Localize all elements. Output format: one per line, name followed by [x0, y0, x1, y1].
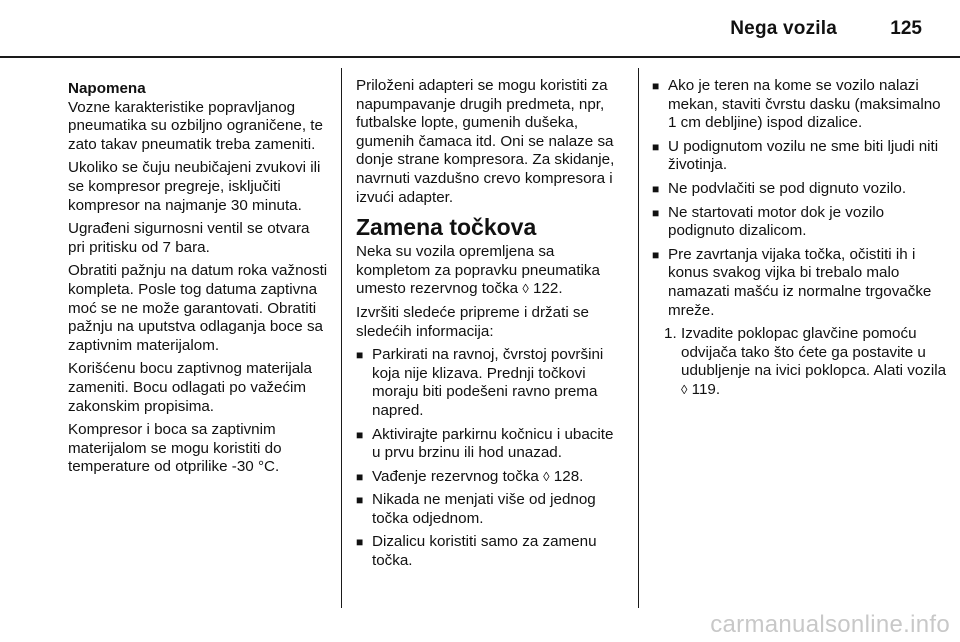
list-item-text: Ako je teren na kome se vozilo nalazi mekan, staviti čvrstu dasku (maksimalno 1 cm debljine) ispod dizalice. [668, 77, 941, 132]
column-right [652, 77, 948, 405]
list-item [652, 246, 948, 320]
paragraph [356, 243, 622, 299]
column-divider [638, 68, 639, 608]
list-item [652, 77, 948, 133]
list-item-text: Nikada ne menjati više od jednog točka odjednom. [372, 491, 596, 527]
list-item-text: Parkirati na ravnoj, čvrstoj površini koja nije klizava. Prednji točkovi moraju biti podešeni ravno prema napred. [372, 346, 604, 419]
paragraph: Priloženi adapteri se mogu koristiti za napumpavanje drugih predmeta, npr, futbalske lopte, gumenih dušeka, gumenih čamaca itd. Oni se nalaze sa donje strane kompresora. Za skidanje, navrnuti vazdušno crevo kompresora i izvući adapter. [356, 77, 615, 206]
page-reference-link[interactable]: 128. [553, 467, 584, 485]
list-item-text: Vađenje rezervnog točka [372, 467, 539, 485]
paragraph: Ukoliko se čuju neubičajeni zvukovi ili se kompresor pregreje, isključiti kompresor na najmanje 30 minuta. [68, 159, 321, 214]
list-item [652, 204, 948, 241]
paragraph: Kompresor i boca sa zaptivnim materijalom se mogu koristiti do temperature od otprilike -30 °C. [68, 421, 282, 476]
note-title: Napomena [68, 80, 146, 97]
cross-reference-icon: ◊ [543, 468, 550, 484]
bullet-icon: ■ [356, 348, 364, 363]
list-item [356, 491, 622, 528]
section-heading: Zamena točkova [356, 214, 537, 241]
bullet-list [652, 77, 948, 320]
list-item-text: Ne podvlačiti se pod dignuto vozilo. [668, 179, 907, 197]
cross-reference-icon: ◊ [522, 281, 529, 297]
list-item [652, 180, 948, 199]
page-number: 125 [890, 18, 922, 39]
paragraph: Izvršiti sledeće pripreme i držati se sledećih informacija: [356, 303, 589, 340]
list-item [356, 426, 622, 463]
bullet-icon: ■ [356, 535, 364, 550]
column-middle [356, 77, 622, 576]
list-item-text: Dizalicu koristiti samo za zamenu točka. [372, 533, 597, 570]
column-left [68, 80, 330, 482]
paragraph: Ugrađeni sigurnosni ventil se otvara pri pritisku od 7 bara. [68, 220, 310, 256]
list-item-text: Aktivirajte parkirnu kočnicu i ubacite u prvu brzinu ili hod unazad. [372, 425, 614, 462]
list-item [356, 533, 622, 570]
numbered-step [652, 325, 948, 399]
bullet-icon: ■ [356, 493, 364, 508]
watermark: carmanualsonline.info [710, 611, 950, 638]
step-number: 1. [664, 325, 677, 343]
list-item-text: U podignutom vozilu ne sme biti ljudi niti životinja. [668, 137, 939, 174]
list-item-text: Ne startovati motor dok je vozilo podignuto dizalicom. [668, 203, 885, 240]
bullet-icon: ■ [652, 79, 660, 93]
page-reference-link[interactable]: 122. [533, 280, 563, 298]
list-item [356, 346, 622, 420]
column-divider [341, 68, 342, 608]
list-item-text: Pre zavrtanja vijaka točka, očistiti ih i konus svakog vijka bi trebalo malo namazati mašću iz normalne trgovačke mreže. [668, 245, 932, 319]
paragraph: Korišćenu bocu zaptivnog materijala zameniti. Bocu odlagati po važećim zakonskim propisima. [68, 360, 312, 415]
paragraph-text: Neka su vozila opremljena sa kompletom za popravku pneumatika umesto rezervnog točka [356, 243, 600, 298]
page-reference-link[interactable]: 119. [691, 380, 721, 398]
page-header [0, 0, 960, 58]
cross-reference-icon: ◊ [681, 381, 688, 397]
section-title: Nega vozila [730, 18, 837, 39]
list-item [356, 468, 622, 487]
bullet-icon: ■ [356, 469, 364, 484]
bullet-icon: ■ [652, 181, 660, 196]
step-text: Izvadite poklopac glavčine pomoću odvijača tako što ćete ga postavite u udubljenje na ivici poklopca. Alati vozila [681, 325, 947, 380]
paragraph: Obratiti pažnju na datum roka važnosti kompleta. Posle tog datuma zaptivna moć se ne može garantovati. Obratiti pažnju na uputstva odlaganja boce sa zaptivnim materijalom. [68, 262, 328, 354]
bullet-icon: ■ [356, 427, 364, 442]
list-item [652, 138, 948, 175]
bullet-icon: ■ [652, 247, 660, 262]
paragraph: Vozne karakteristike popravljanog pneumatika su ozbiljno ograničene, te zato takav pneumatik treba zameniti. [68, 98, 323, 153]
bullet-icon: ■ [652, 139, 660, 154]
bullet-icon: ■ [652, 205, 660, 220]
bullet-list [356, 346, 622, 571]
numbered-list [652, 325, 948, 399]
